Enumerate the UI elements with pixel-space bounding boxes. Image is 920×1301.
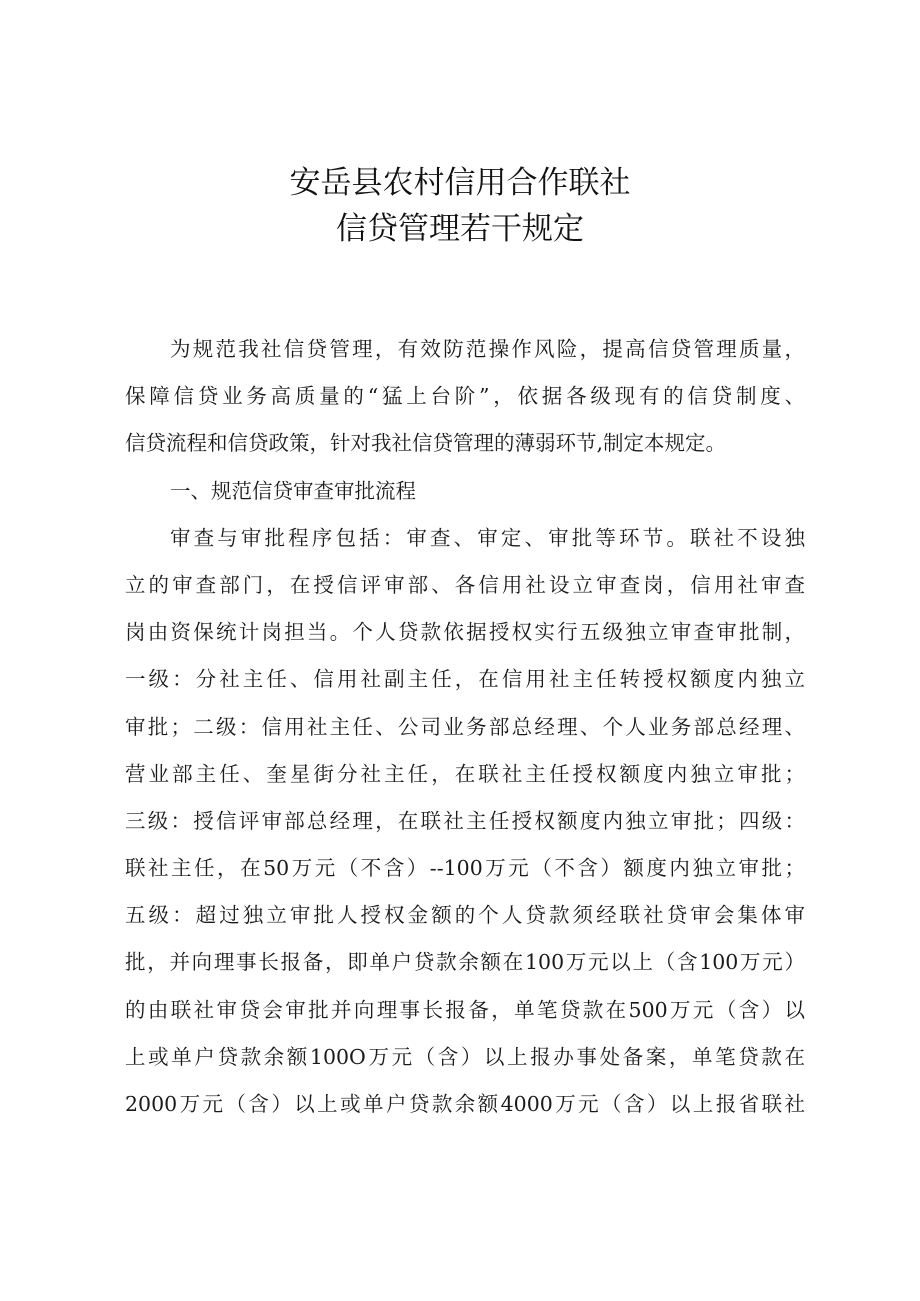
title-line-2: 信贷管理若干规定 bbox=[336, 211, 584, 247]
title-line-1: 安岳县农村信用合作联社 bbox=[289, 165, 631, 201]
document-title bbox=[0, 160, 920, 252]
paragraph-approval-line-3: 岗由资保统计岗担当。个人贷款依据授权实行五级独立审查审批制， bbox=[125, 620, 805, 645]
paragraph-intro-line-1: 为规范我社信贷管理，有效防范操作风险，提高信贷管理质量， bbox=[170, 337, 805, 361]
section-heading-1: 一、规范信贷审查审批流程 bbox=[170, 478, 416, 503]
paragraph-approval-line-1: 审查与审批程序包括：审查、审定、审批等环节。联社不设独 bbox=[170, 525, 805, 550]
paragraph-intro-line-2: 保障信贷业务高质量的“猛上台阶”，依据各级现有的信贷制度、 bbox=[125, 384, 805, 409]
paragraph-approval-line-10: 批，并向理事长报备，即单户贷款余额在100万元以上（含100万元） bbox=[125, 950, 805, 975]
document-body bbox=[125, 326, 805, 1128]
paragraph-approval-line-2: 立的审查部门，在授信评审部、各信用社设立审查岗，信用社审查 bbox=[125, 572, 805, 597]
paragraph-intro-line-3: 信贷流程和信贷政策，针对我社信贷管理的薄弱环节,制定本规定。 bbox=[125, 431, 727, 456]
paragraph-approval-line-4: 一级：分社主任、信用社副主任，在信用社主任转授权额度内独立 bbox=[125, 667, 805, 692]
paragraph-approval-line-9: 五级：超过独立审批人授权金额的个人贷款须经联社贷审会集体审 bbox=[125, 903, 805, 928]
paragraph-approval-line-8: 联社主任，在50万元（不含）--100万元（不含）额度内独立审批； bbox=[125, 856, 805, 881]
paragraph-approval-line-11: 的由联社审贷会审批并向理事长报备，单笔贷款在500万元（含）以 bbox=[125, 997, 805, 1022]
paragraph-approval-line-13: 2000万元（含）以上或单户贷款余额4000万元（含）以上报省联社 bbox=[125, 1092, 805, 1116]
paragraph-approval-line-12: 上或单户贷款余额100O万元（含）以上报办事处备案，单笔贷款在 bbox=[125, 1044, 805, 1069]
paragraph-approval-line-6: 营业部主任、奎星街分社主任，在联社主任授权额度内独立审批； bbox=[125, 761, 805, 786]
paragraph-approval-line-7: 三级：授信评审部总经理，在联社主任授权额度内独立审批；四级： bbox=[125, 808, 805, 833]
paragraph-approval-line-5: 审批；二级：信用社主任、公司业务部总经理、个人业务部总经理、 bbox=[125, 714, 805, 739]
